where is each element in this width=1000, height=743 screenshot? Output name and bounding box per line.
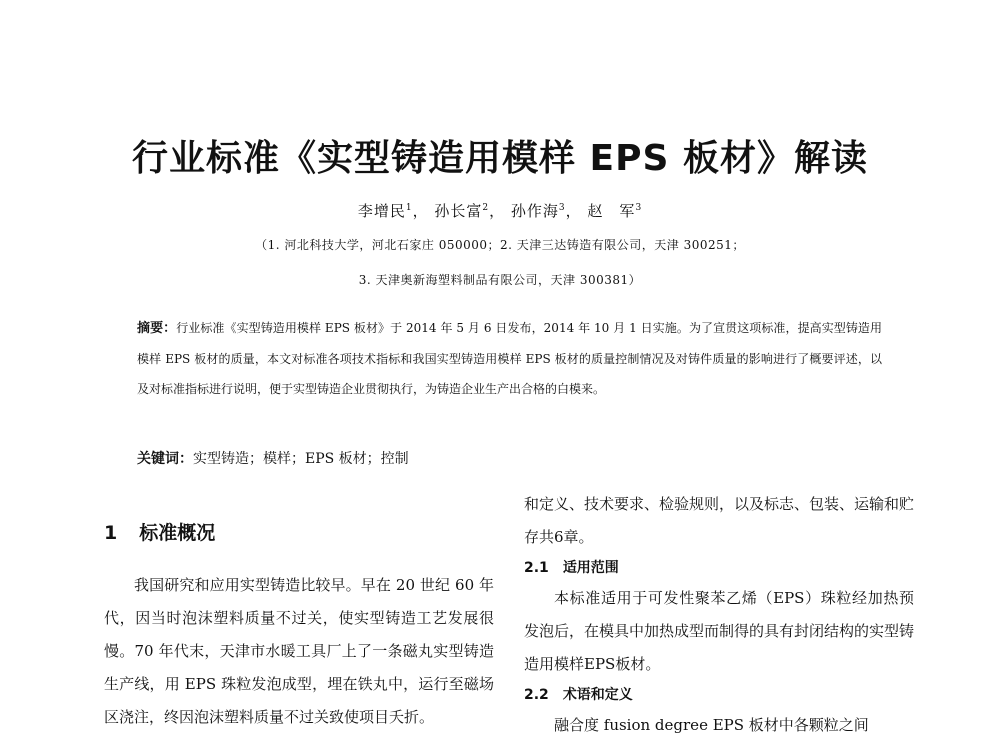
body-paragraph: 融合度 fusion degree EPS 板材中各颗粒之间 (554, 716, 869, 734)
author-name: 孙作海 (510, 202, 559, 220)
left-column (104, 500, 494, 734)
paper-title: 行业标准《实型铸造用模样 EPS 板材》解读 (132, 138, 868, 179)
affiliation-line-2: 3. 天津奥新海塑料制品有限公司，天津 300381） (358, 273, 642, 287)
section-number: 1 (104, 522, 118, 544)
subsection-number: 2.1 (524, 560, 549, 576)
body-paragraph: 我国研究和应用实型铸造比较早。早在 20 世纪 60 年代，因当时泡沫塑料质量不过关，使实型铸造工艺发展很慢。70 年代末，天津市水暖工具厂上了一条磁丸实型铸造生产线，用 EPS 珠粒发泡成型，埋在铁丸中，运行至磁场区浇注，终因泡沫塑料质量不过关致使项目夭折。 (104, 576, 494, 726)
keywords (137, 448, 409, 468)
author-affiliation-mark: 2 (482, 203, 490, 213)
abstract (137, 313, 882, 404)
affiliation-line-1: （1. 河北科技大学，河北石家庄 050000；2. 天津三达铸造有限公司，天津 300251； (255, 238, 745, 252)
author-name: 李增民 (357, 202, 406, 220)
author-affiliation-mark: 3 (558, 203, 566, 213)
abstract-text: 行业标准《实型铸造用模样 EPS 板材》于 2014 年 5 月 6 日发布，2014 年 10 月 1 日实施。为了宣贯这项标准，提高实型铸造用模样 EPS 板材的质量，本文对标准各项技术指标和我国实型铸造用模样 EPS 板材的质量控制情况及对铸件质量的影响进行了概要评述，以及对标准指标进行说明，便于实型铸造企业贯彻执行，为铸造企业生产出合格的白模来。 (137, 321, 882, 396)
author-affiliation-mark: 3 (635, 203, 643, 213)
subsection-heading (524, 554, 914, 582)
continued-paragraph: 和定义、技术要求、检验规则，以及标志、包装、运输和贮存共6章。 (524, 495, 915, 546)
author-affiliation-mark: 1 (405, 203, 413, 213)
author-name: 孙长富 (434, 202, 483, 220)
subsection-number: 2.2 (524, 687, 549, 703)
section-heading (104, 518, 494, 545)
subsection-title: 适用范围 (562, 560, 619, 576)
right-column (524, 488, 914, 742)
subsection-heading (524, 681, 914, 709)
body-paragraph: 本标准适用于可发性聚苯乙烯（EPS）珠粒经加热预发泡后，在模具中加热成型而制得的具有封闭结构的实型铸造用模样EPS板材。 (524, 589, 915, 673)
section-title: 标准概况 (139, 522, 216, 544)
abstract-label: 摘要： (137, 321, 177, 336)
author-name: 赵 军 (587, 202, 636, 220)
subsection-title: 术语和定义 (562, 687, 633, 703)
keywords-text: 实型铸造；模样；EPS 板材；控制 (193, 451, 409, 467)
author-list: 李增民$^1$， 孙长富$^2$， 孙作海$^3$， 赵 军$^3$ (357, 202, 643, 220)
keywords-label: 关键词： (137, 451, 193, 467)
